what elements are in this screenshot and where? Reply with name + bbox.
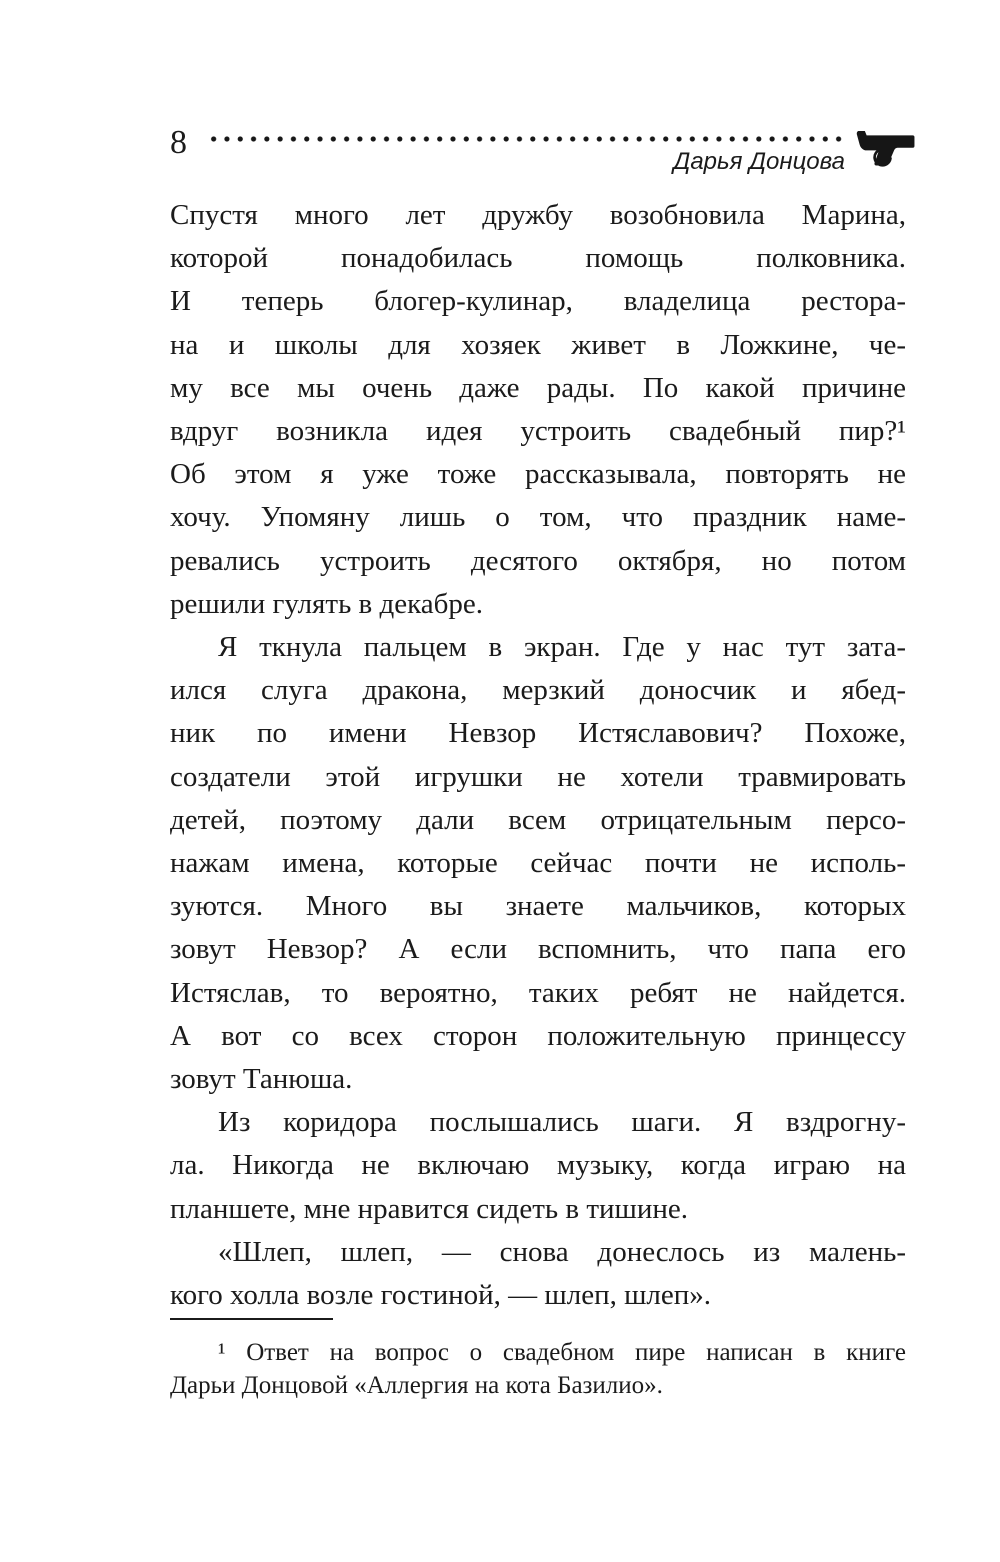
text-line: зуются. Много вы знаете мальчиков, которых	[170, 890, 906, 923]
paragraph	[170, 1101, 906, 1231]
text-line: на и школы для хозяек живет в Ложкине, че-	[170, 328, 906, 361]
text-line: ился слуга дракона, мерзкий доносчик и ябед-	[170, 674, 906, 707]
text-line: ла. Никогда не включаю музыку, когда играю на	[170, 1149, 906, 1182]
footnote	[170, 1318, 906, 1402]
text-line: которой понадобилась помощь полковника.	[170, 242, 906, 275]
text-line: хочу. Упомяну лишь о том, что праздник наме-	[170, 501, 906, 534]
footnote-line: Дарьи Донцовой «Аллергия на кота Базилио».	[170, 1372, 663, 1399]
text-line: планшете, мне нравится сидеть в тишине.	[170, 1192, 689, 1225]
text-line: ник по имени Невзор Истяславович? Похоже,	[170, 717, 906, 750]
text-line: «Шлеп, шлеп, — снова донеслось из малень-	[218, 1235, 906, 1268]
text-line: Истяслав, то вероятно, таких ребят не найдется.	[170, 976, 906, 1009]
text-line: му все мы очень даже рады. По какой причине	[170, 371, 906, 404]
body-text	[170, 194, 906, 1317]
paragraph	[170, 1231, 906, 1317]
text-line: ревались устроить десятого октября, но потом	[170, 544, 906, 577]
text-line: нажам имена, которые сейчас почти не исполь-	[170, 847, 906, 880]
text-line: Я ткнула пальцем в экран. Где у нас тут зата-	[218, 631, 906, 664]
text-line: Из коридора послышались шаги. Я вздрогну-	[218, 1106, 906, 1139]
dotted-rule	[207, 135, 845, 143]
footnote-line: ¹ Ответ на вопрос о свадебном пире написан в книге	[218, 1339, 906, 1366]
text-line: Спустя много лет дружбу возобновила Марина,	[170, 199, 906, 231]
author-name: Дарья Донцова	[673, 148, 845, 175]
page-number: 8	[170, 124, 187, 161]
text-line: зовут Танюша.	[170, 1063, 353, 1096]
gun-icon	[856, 120, 918, 172]
text-line: вдруг возникла идея устроить свадебный пир?¹	[170, 415, 906, 448]
text-line: кого холла возле гостиной, — шлеп, шлеп».	[170, 1279, 712, 1312]
footnote-rule	[170, 1318, 333, 1320]
text-line: А вот со всех сторон положительную принцессу	[170, 1019, 906, 1052]
text-line: детей, поэтому дали всем отрицательным персо-	[170, 803, 906, 836]
text-line: Об этом я уже тоже рассказывала, повторять не	[170, 458, 906, 491]
footnote-lines	[170, 1336, 906, 1402]
paragraph	[170, 194, 906, 626]
text-line: зовут Невзор? А если вспомнить, что папа его	[170, 933, 906, 966]
text-line: И теперь блогер-кулинар, владелица рестора-	[170, 285, 906, 318]
text-line: создатели этой игрушки не хотели травмировать	[170, 760, 906, 793]
text-line: решили гулять в декабре.	[170, 587, 484, 620]
paragraph	[170, 626, 906, 1101]
